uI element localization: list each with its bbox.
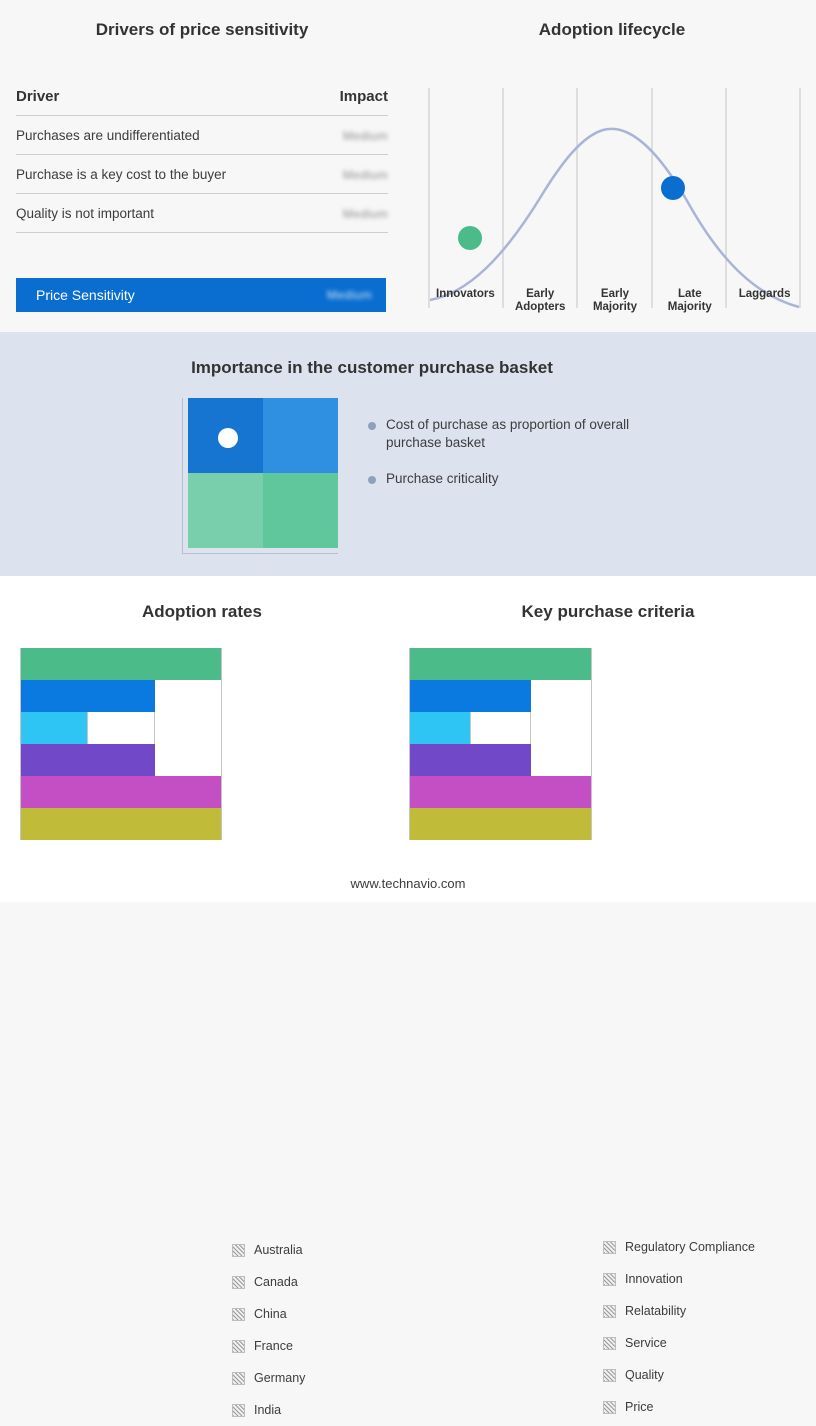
bar-row [21,808,221,840]
driver-name: Purchase is a key cost to the buyer [16,155,292,194]
category-label: India [254,1403,282,1417]
list-item [603,1263,755,1295]
hatch-swatch-icon [603,1305,616,1318]
adoption-rates-title: Adoption rates [142,602,262,621]
bar-innovation [410,680,531,712]
hatch-swatch-icon [232,1404,245,1417]
bar-service [410,744,531,776]
adoption-rates-legend [232,1234,305,1426]
lifecycle-curve [430,129,799,307]
bar-canada [21,680,155,712]
driver-impact-value: Medium [342,168,388,182]
drivers-title: Drivers of price sensitivity [95,20,309,39]
bullet-icon [368,422,376,430]
bar-germany [21,776,221,808]
hatch-swatch-icon [603,1401,616,1414]
hatch-swatch-icon [232,1340,245,1353]
driver-impact [292,194,388,233]
hatch-swatch-icon [232,1244,245,1257]
lifecycle-stage-early-adopters: Early Adopters [514,288,566,313]
table-row [16,116,388,155]
list-item [232,1266,305,1298]
lifecycle-marker-innovators [458,226,482,250]
footer-url: www.technavio.com [350,876,466,891]
drivers-table [16,82,388,233]
driver-impact-value: Medium [342,207,388,221]
bar-row [21,712,221,744]
basket-quadrant-bottom-right [263,473,338,548]
drivers-panel [0,6,404,326]
bar-row [21,648,221,680]
bar-row [410,744,591,776]
lifecycle-stage-labels [428,288,802,314]
purchase-criteria-title: Key purchase criteria [521,602,695,621]
lifecycle-title: Adoption lifecycle [538,20,686,39]
basket-legend-label: Purchase criticality [386,471,499,486]
basket-quadrant-bottom-left [188,473,263,548]
category-label: China [254,1307,287,1321]
driver-name: Quality is not important [16,194,292,233]
bar-row [410,648,591,680]
driver-impact [292,155,388,194]
list-item [603,1231,755,1263]
basket-quadrant-top-right [263,398,338,473]
hatch-swatch-icon [232,1372,245,1385]
adoption-rates-panel [0,586,404,1417]
basket-position-marker [218,428,238,448]
category-label: Service [625,1336,667,1350]
bar-quality [410,776,591,808]
list-item [232,1330,305,1362]
category-label: France [254,1339,293,1353]
lifecycle-stage-late-majority: Late Majority [667,288,712,313]
bar-row [21,744,221,776]
hatch-swatch-icon [232,1308,245,1321]
category-label: Innovation [625,1272,683,1286]
bar-row [21,776,221,808]
column-header-driver: Driver [16,82,292,116]
price-sensitivity-label: Price Sensitivity [36,287,135,303]
category-label: Regulatory Compliance [625,1240,755,1254]
bar-france [21,744,155,776]
adoption-rates-chart [20,648,220,840]
lifecycle-stage-early-majority: Early Majority [592,288,638,313]
column-header-impact: Impact [292,82,388,116]
category-label: Price [625,1400,654,1414]
bar-row [410,712,591,744]
driver-impact [292,116,388,155]
bar-relatability [410,712,470,744]
purchase-criteria-legend [603,1231,755,1423]
purchase-criteria-chart [409,648,590,840]
hatch-swatch-icon [232,1276,245,1289]
hatch-swatch-icon [603,1369,616,1382]
basket-legend [368,416,668,506]
bar-row [410,776,591,808]
basket-panel [0,332,816,576]
list-item [368,470,668,488]
bullet-icon [368,476,376,484]
bar-regulatory-compliance [410,648,591,680]
bar-india [21,808,221,840]
driver-impact-value: Medium [342,129,388,143]
basket-matrix [182,398,338,554]
bar-china [21,712,87,744]
driver-name: Purchases are undifferentiated [16,116,292,155]
list-item [232,1394,305,1426]
lifecycle-marker-late-majority [661,176,685,200]
list-item [603,1327,755,1359]
category-label: Germany [254,1371,306,1385]
list-item [232,1362,305,1394]
hatch-swatch-icon [603,1273,616,1286]
list-item [368,416,668,452]
lifecycle-stage-laggards: Laggards [738,288,791,300]
list-item [603,1391,755,1423]
category-label: Quality [625,1368,664,1382]
list-item [232,1298,305,1330]
bar-row [410,808,591,840]
list-item [603,1295,755,1327]
price-sensitivity-value: Medium [326,288,372,302]
bar-price [410,808,591,840]
price-sensitivity-summary [16,278,386,312]
list-item [603,1359,755,1391]
bar-row [21,680,221,712]
lifecycle-chart [428,78,802,318]
hatch-swatch-icon [603,1337,616,1350]
lifecycle-stage-innovators: Innovators [436,288,495,300]
basket-legend-label: Cost of purchase as proportion of overall purchase basket [386,417,630,450]
table-row [16,194,388,233]
table-header-row [16,82,388,116]
hatch-swatch-icon [603,1241,616,1254]
table-row [16,155,388,194]
basket-title: Importance in the customer purchase basket [191,358,553,377]
list-item [232,1234,305,1266]
category-label: Relatability [625,1304,687,1318]
lifecycle-panel [408,6,816,326]
bar-row [410,680,591,712]
category-label: Australia [254,1243,303,1257]
bar-australia [21,648,221,680]
category-label: Canada [254,1275,298,1289]
